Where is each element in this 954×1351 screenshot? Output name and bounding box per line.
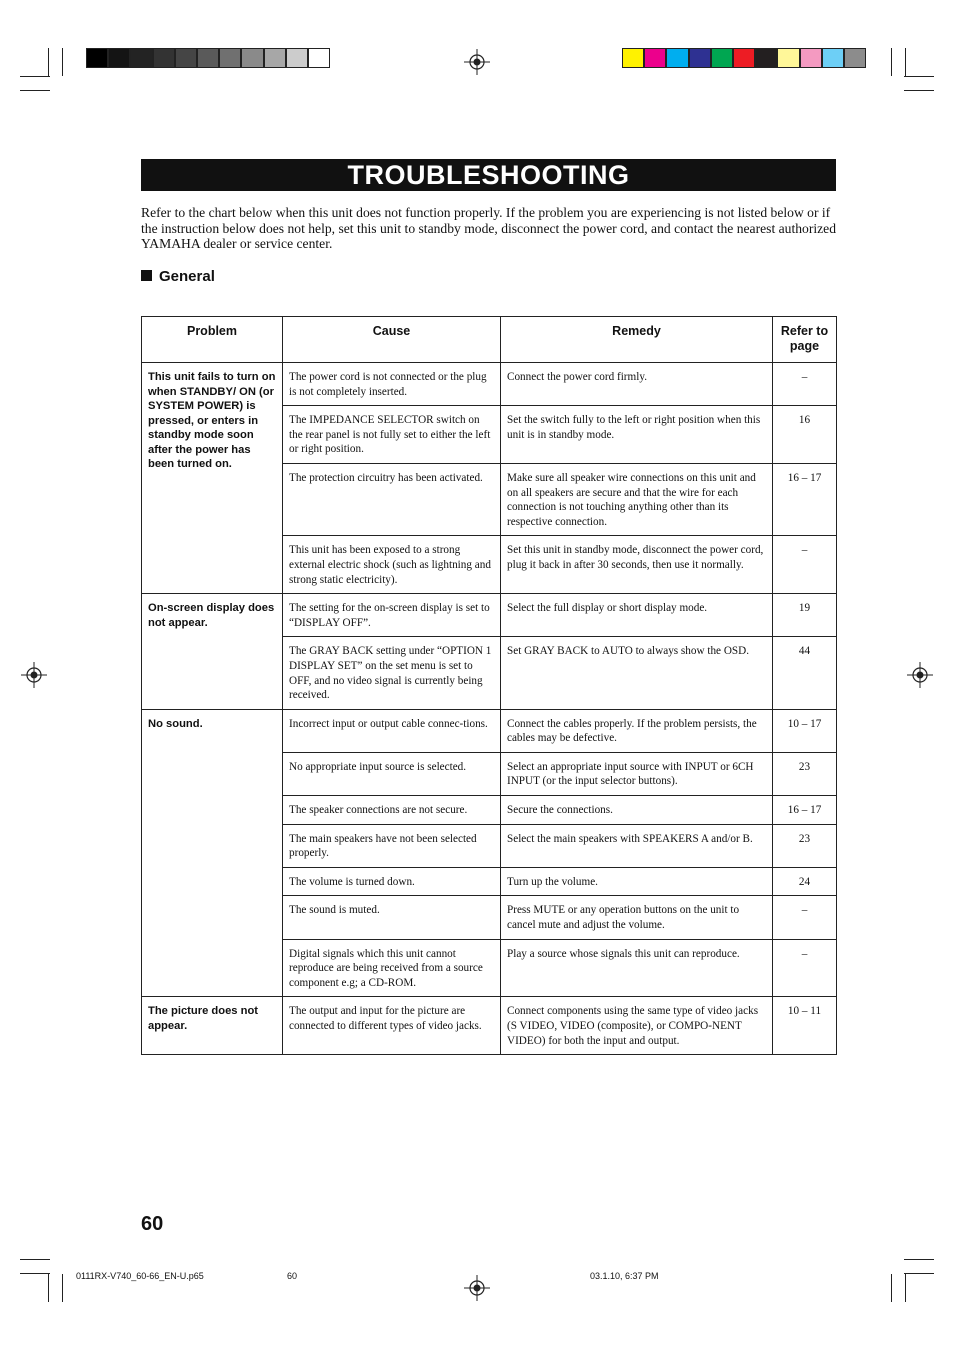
registration-mark-icon	[21, 662, 47, 688]
crop-mark	[48, 48, 49, 76]
crop-mark	[905, 1274, 906, 1302]
color-swatch	[153, 48, 175, 68]
color-swatch	[308, 48, 330, 68]
problem-cell: No sound.	[142, 709, 283, 997]
cause-cell: The setting for the on-screen display is set to “DISPLAY OFF”.	[283, 594, 501, 637]
table-header-row	[142, 317, 837, 363]
color-swatch	[86, 48, 108, 68]
cause-cell: The IMPEDANCE SELECTOR switch on the rear panel is not fully set to either the left or right position.	[283, 406, 501, 464]
color-swatch	[622, 48, 644, 68]
remedy-cell: Play a source whose signals this unit can reproduce.	[501, 939, 773, 997]
color-swatch	[689, 48, 711, 68]
problem-cell: This unit fails to turn on when STANDBY/ ON (or SYSTEM POWER) is pressed, or enters in standby mode soon after the power has been turned on.	[142, 363, 283, 594]
ref-page-cell: –	[773, 536, 837, 594]
cause-cell: The power cord is not connected or the plug is not completely inserted.	[283, 363, 501, 406]
ref-page-cell: 44	[773, 637, 837, 709]
cause-cell: No appropriate input source is selected.	[283, 752, 501, 795]
problem-cell: On-screen display does not appear.	[142, 594, 283, 710]
remedy-cell: Set GRAY BACK to AUTO to always show the OSD.	[501, 637, 773, 709]
ref-page-cell: –	[773, 939, 837, 997]
color-swatch	[800, 48, 822, 68]
registration-mark-icon	[907, 662, 933, 688]
color-swatch	[175, 48, 197, 68]
footer-page: 60	[287, 1271, 298, 1281]
remedy-cell: Connect components using the same type of video jacks (S VIDEO, VIDEO (composite), or COMPO-NENT VIDEO) for both the input and output.	[501, 997, 773, 1055]
cause-cell: Digital signals which this unit cannot reproduce are being received from a source component e.g; a CD-ROM.	[283, 939, 501, 997]
crop-mark	[20, 1273, 50, 1274]
color-swatch	[108, 48, 130, 68]
color-swatch	[264, 48, 286, 68]
remedy-cell: Select the full display or short display mode.	[501, 594, 773, 637]
troubleshooting-table	[141, 316, 837, 1055]
color-swatch	[666, 48, 688, 68]
remedy-cell: Secure the connections.	[501, 796, 773, 825]
cause-cell: Incorrect input or output cable connec-tions.	[283, 709, 501, 752]
column-header-remedy: Remedy	[501, 317, 773, 363]
ref-page-cell: 23	[773, 824, 837, 867]
crop-mark	[20, 90, 50, 91]
cause-cell: The speaker connections are not secure.	[283, 796, 501, 825]
square-bullet-icon	[141, 270, 152, 281]
remedy-cell: Make sure all speaker wire connections on this unit and on all speakers are secure and that the wire for each connection is not touching anything other than its respective connection.	[501, 463, 773, 535]
color-swatch	[711, 48, 733, 68]
remedy-cell: Press MUTE or any operation buttons on the unit to cancel mute and adjust the volume.	[501, 896, 773, 939]
ref-page-cell: 23	[773, 752, 837, 795]
remedy-cell: Select an appropriate input source with INPUT or 6CH INPUT (or the input selector buttons).	[501, 752, 773, 795]
remedy-cell: Turn up the volume.	[501, 867, 773, 896]
problem-cell: The picture does not appear.	[142, 997, 283, 1055]
ref-page-cell: 19	[773, 594, 837, 637]
remedy-cell: Connect the cables properly. If the problem persists, the cables may be defective.	[501, 709, 773, 752]
color-swatch	[822, 48, 844, 68]
ref-page-cell: –	[773, 363, 837, 406]
color-swatch	[219, 48, 241, 68]
table-row	[142, 363, 837, 406]
color-swatch	[286, 48, 308, 68]
color-swatch	[844, 48, 866, 68]
color-swatch	[644, 48, 666, 68]
footer-file-name: 0111RX-V740_60-66_EN-U.p65	[76, 1271, 204, 1281]
cause-cell: The protection circuitry has been activated.	[283, 463, 501, 535]
ref-page-cell: –	[773, 896, 837, 939]
crop-mark	[904, 76, 934, 77]
remedy-cell: Select the main speakers with SPEAKERS A and/or B.	[501, 824, 773, 867]
crop-mark	[904, 1259, 934, 1260]
registration-mark-icon	[464, 1275, 490, 1301]
remedy-cell: Set the switch fully to the left or right position when this unit is in standby mode.	[501, 406, 773, 464]
color-swatch	[197, 48, 219, 68]
intro-paragraph: Refer to the chart below when this unit does not function properly. If the problem you are experiencing is not listed below or if the instruction below does not help, set this unit to standby mode, disconnect the power cord, and contact the nearest authorized YAMAHA dealer or service center.	[141, 205, 836, 251]
crop-mark	[904, 90, 934, 91]
ref-page-cell: 10 – 17	[773, 709, 837, 752]
page-number: 60	[141, 1213, 164, 1235]
color-swatch	[130, 48, 152, 68]
cause-cell: The main speakers have not been selected properly.	[283, 824, 501, 867]
crop-mark	[904, 1273, 934, 1274]
color-swatch	[777, 48, 799, 68]
table-row	[142, 997, 837, 1055]
color-swatch	[755, 48, 777, 68]
crop-mark	[48, 1274, 49, 1302]
column-header-cause: Cause	[283, 317, 501, 363]
cause-cell: The sound is muted.	[283, 896, 501, 939]
footer-date: 03.1.10, 6:37 PM	[590, 1271, 659, 1281]
page-title: TROUBLESHOOTING	[141, 159, 836, 191]
crop-mark	[20, 1259, 50, 1260]
ref-page-cell: 16	[773, 406, 837, 464]
color-swatch	[241, 48, 263, 68]
cause-cell: The volume is turned down.	[283, 867, 501, 896]
section-heading	[141, 268, 215, 285]
table-row	[142, 594, 837, 637]
crop-mark	[62, 1274, 63, 1302]
column-header-ref: Refer to page	[773, 317, 837, 363]
table-row	[142, 709, 837, 752]
cause-cell: The GRAY BACK setting under “OPTION 1 DISPLAY SET” on the set menu is set to OFF, and no video signal is currently being received.	[283, 637, 501, 709]
crop-mark	[20, 76, 50, 77]
remedy-cell: Set this unit in standby mode, disconnect the power cord, plug it back in after 30 seconds, then use it normally.	[501, 536, 773, 594]
ref-page-cell: 16 – 17	[773, 796, 837, 825]
crop-mark	[905, 48, 906, 76]
crop-mark	[62, 48, 63, 76]
cause-cell: The output and input for the picture are connected to different types of video jacks.	[283, 997, 501, 1055]
registration-mark-icon	[464, 49, 490, 75]
crop-mark	[891, 1274, 892, 1302]
crop-mark	[891, 48, 892, 76]
cause-cell: This unit has been exposed to a strong external electric shock (such as lightning and strong static electricity).	[283, 536, 501, 594]
ref-page-cell: 10 – 11	[773, 997, 837, 1055]
column-header-problem: Problem	[142, 317, 283, 363]
color-swatch	[733, 48, 755, 68]
ref-page-cell: 24	[773, 867, 837, 896]
remedy-cell: Connect the power cord firmly.	[501, 363, 773, 406]
ref-page-cell: 16 – 17	[773, 463, 837, 535]
section-heading-label: General	[159, 268, 215, 285]
